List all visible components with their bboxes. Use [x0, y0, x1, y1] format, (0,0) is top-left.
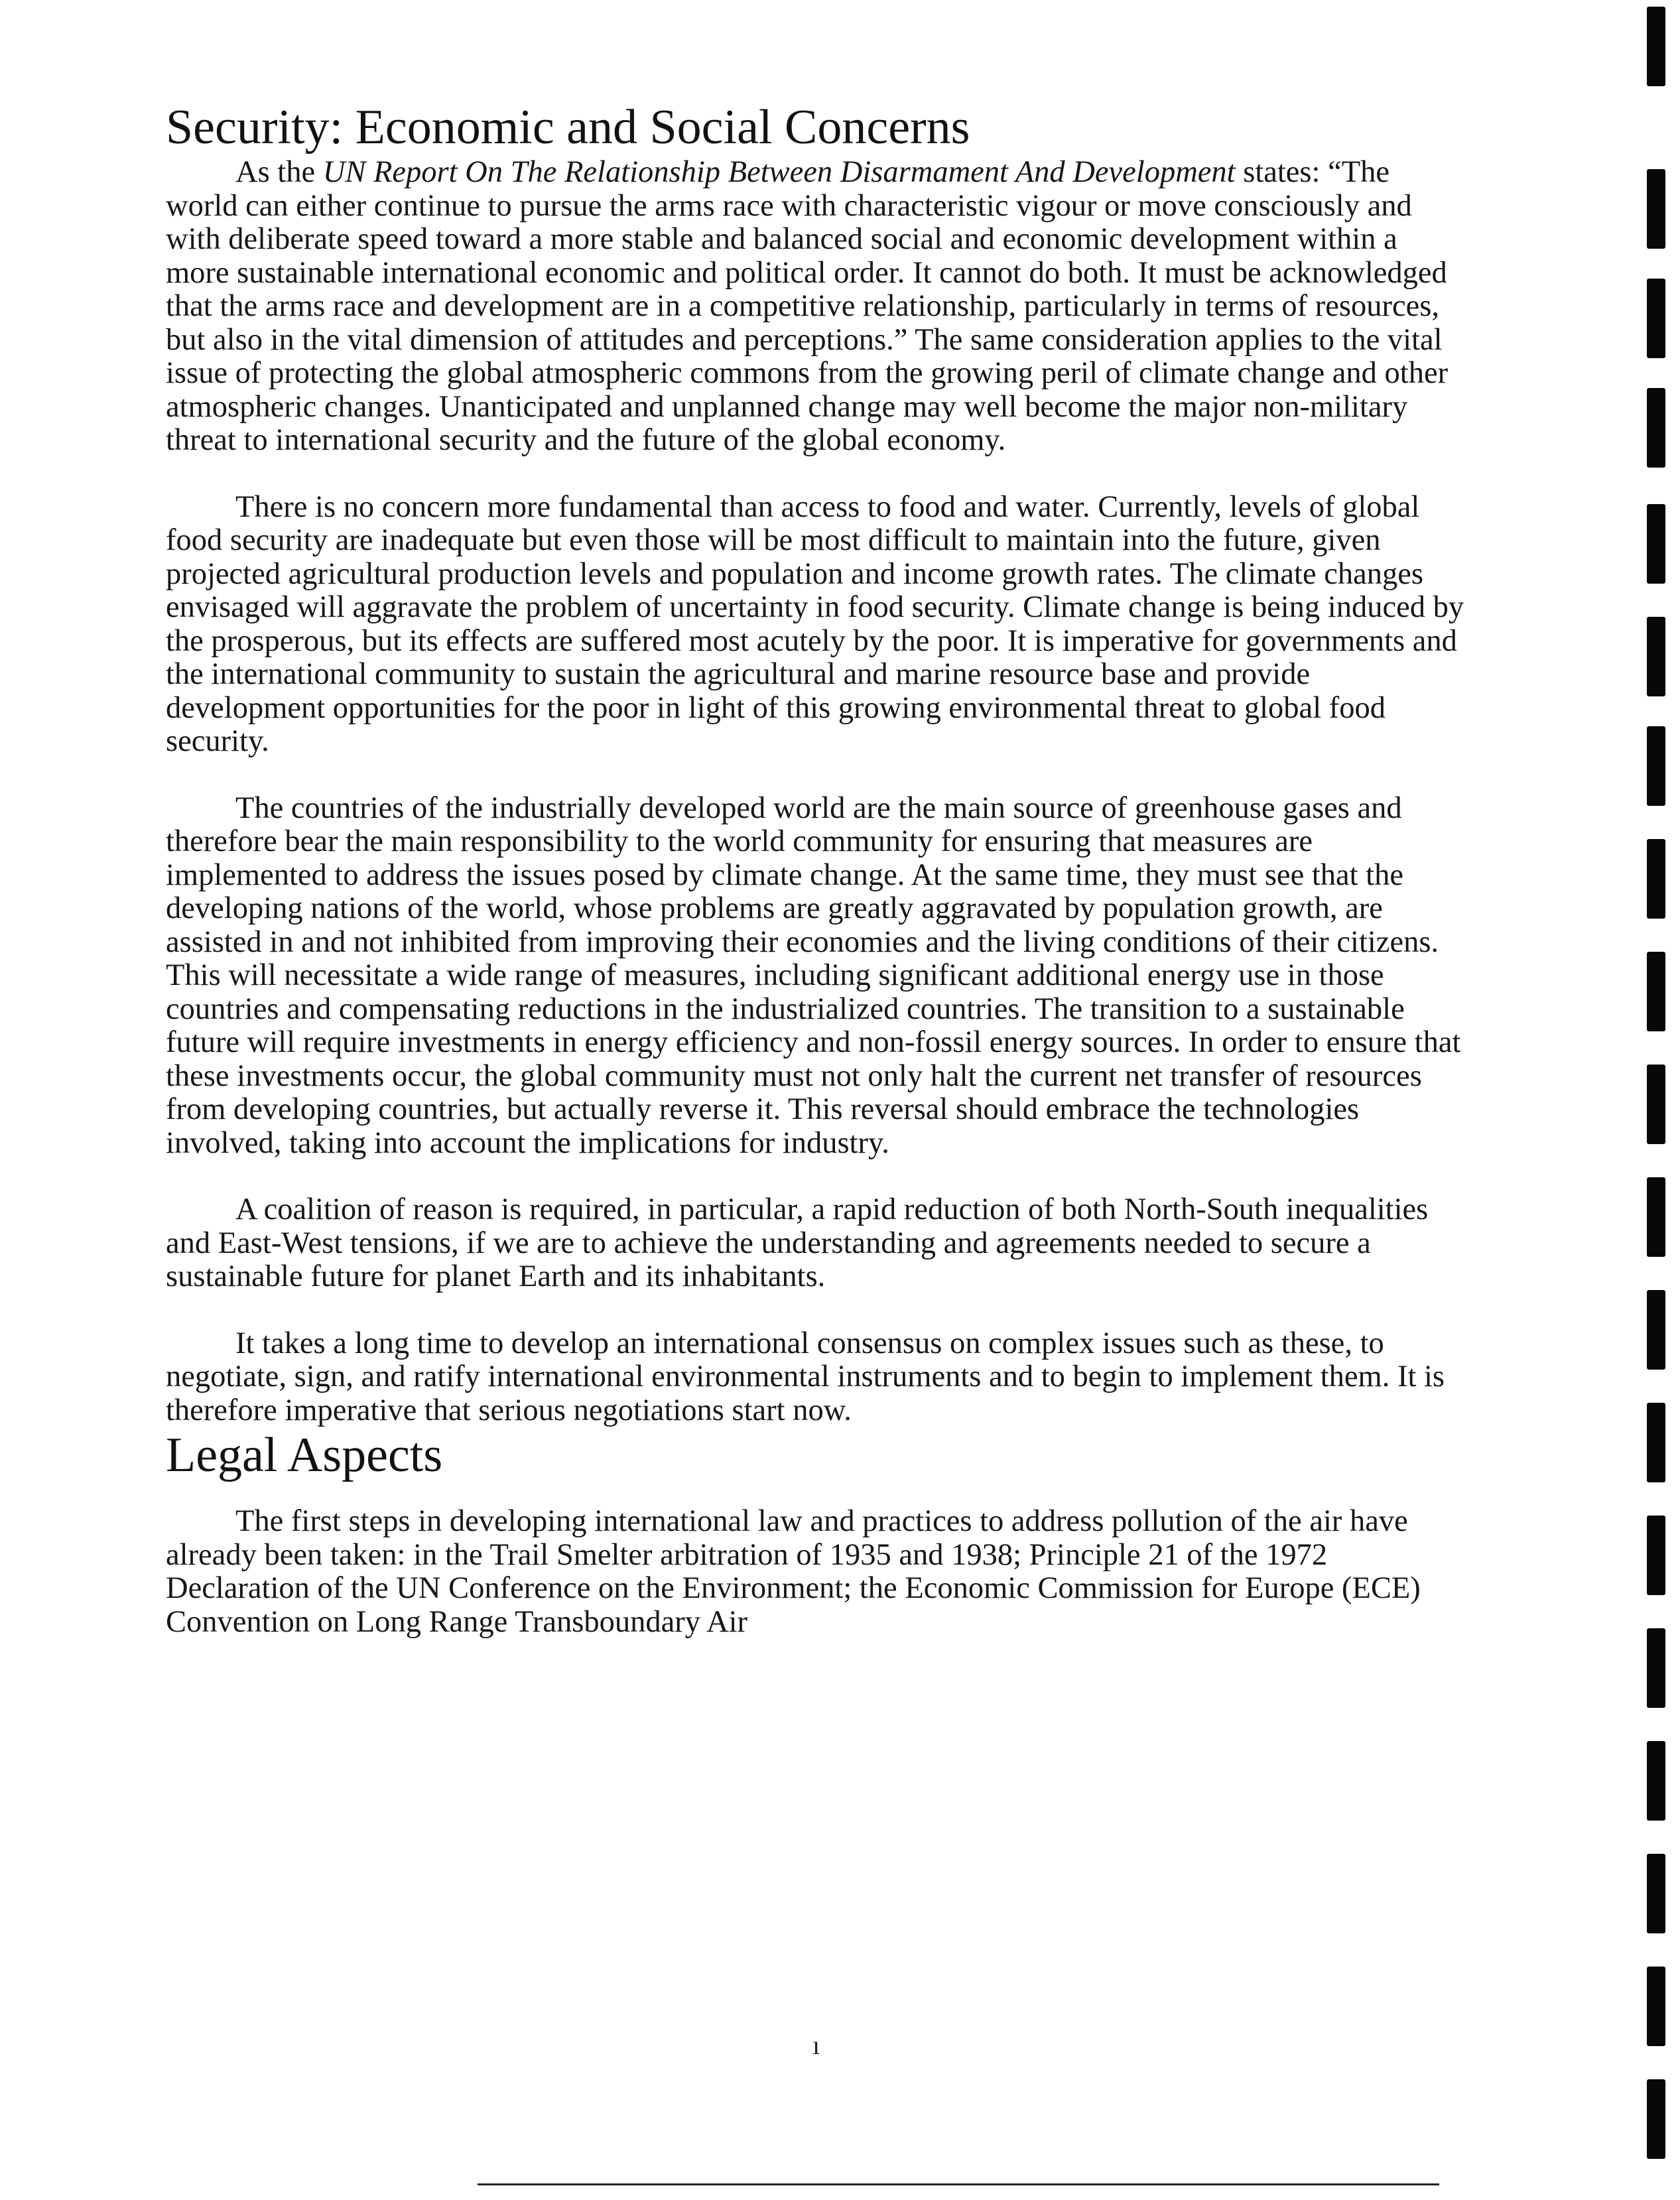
paragraph-security-5: It takes a long time to develop an international consensus on complex issues such as these, to negotiate, sign, and ratify international environmental instruments and to begin to implement them. It is therefore imperative that serious negotiations start now. [166, 1326, 1445, 1427]
paragraph-prefix: As the [235, 155, 323, 190]
binding-mark [1647, 279, 1665, 358]
report-title: UN Report On The Relationship Between Disarmament And Development [322, 155, 1236, 190]
binding-mark [1647, 388, 1665, 468]
paragraph-security-1 [166, 156, 1466, 458]
binding-mark [1647, 1177, 1665, 1257]
binding-mark [1647, 1741, 1665, 1821]
section-heading-legal: Legal Aspects [166, 1428, 443, 1483]
binding-mark [1647, 839, 1665, 919]
document-page [166, 99, 1466, 1639]
binding-mark [1647, 1403, 1665, 1482]
binding-mark [1647, 169, 1665, 249]
binding-mark [1647, 1516, 1665, 1595]
paragraph-text: states: “The world can either continue to pursue the arms race with characteristic vigour or move consciously and with deliberate speed toward a more stable and balanced social and economic development within a more sustainable international economic and political order. It cannot do both. It must be acknowledged that the arms race and development are in a competitive relationship, particularly in terms of resources, but also in the vital dimension of attitudes and perceptions.” The same consideration applies to the vital issue of protecting the global atmospheric commons from the growing peril of climate change and other atmospheric changes. Unanticipated and unplanned change may well become the major non-military threat to international security and the future of the global economy. [166, 155, 1449, 458]
bottom-rule [478, 2183, 1439, 2185]
binding-mark [1647, 504, 1665, 584]
binding-mark [1647, 1967, 1665, 2046]
binding-mark [1647, 1290, 1665, 1370]
paragraph-security-4: A coalition of reason is required, in particular, a rapid reduction of both North-South inequalities and East-West tensions, if we are to achieve the understanding and agreements needed to secure a sustainable future for planet Earth and its inhabitants. [166, 1193, 1429, 1294]
paragraph-legal-1: The first steps in developing international law and practices to address pollution of the air have already been taken: in the Trail Smelter arbitration of 1935 and 1938; Principle 21 of the 1972 Declaration of the UN Conference on the Environment; the Economic Commission for Europe (ECE) Convention on Long Range Transboundary Air [166, 1504, 1421, 1639]
paragraph-security-2: There is no concern more fundamental than access to food and water. Currently, levels of global food security are inadequate but even those will be most difficult to maintain into the future, given projected agricultural production levels and population and income growth rates. The climate changes envisaged will aggravate the problem of uncertainty in food security. Climate change is being induced by the prosperous, but its effects are suffered most acutely by the poor. It is imperative for governments and the international community to sustain the agricultural and marine resource base and provide development opportunities for the poor in light of this growing environmental threat to global food security. [166, 489, 1464, 759]
section-heading-security: Security: Economic and Social Concerns [166, 100, 970, 155]
binding-mark [1647, 1628, 1665, 1708]
binding-mark [1647, 1065, 1665, 1144]
page-mark: ı [812, 2030, 820, 2060]
binding-mark [1647, 726, 1665, 806]
binding-mark [1647, 617, 1665, 696]
binding-mark [1647, 7, 1665, 86]
binding-mark [1647, 952, 1665, 1031]
paragraph-security-3: The countries of the industrially developed world are the main source of greenhouse gases and therefore bear the main responsibility to the world community for ensuring that measures are implemented to address the issues posed by climate change. At the same time, they must see that the developing nations of the world, whose problems are greatly aggravated by population growth, are assisted in and not inhibited from improving their economies and the living conditions of their citizens. This will necessitate a wide range of measures, including significant additional energy use in those countries and compensating reductions in the industrialized countries. The transition to a sustainable future will require investments in energy efficiency and non-fossil energy sources. In order to ensure that these investments occur, the global community must not only halt the current net transfer of resources from developing countries, but actually reverse it. This reversal should embrace the technologies involved, taking into account the implications for industry. [166, 791, 1461, 1160]
binding-mark [1647, 2079, 1665, 2159]
binding-mark [1647, 1854, 1665, 1933]
